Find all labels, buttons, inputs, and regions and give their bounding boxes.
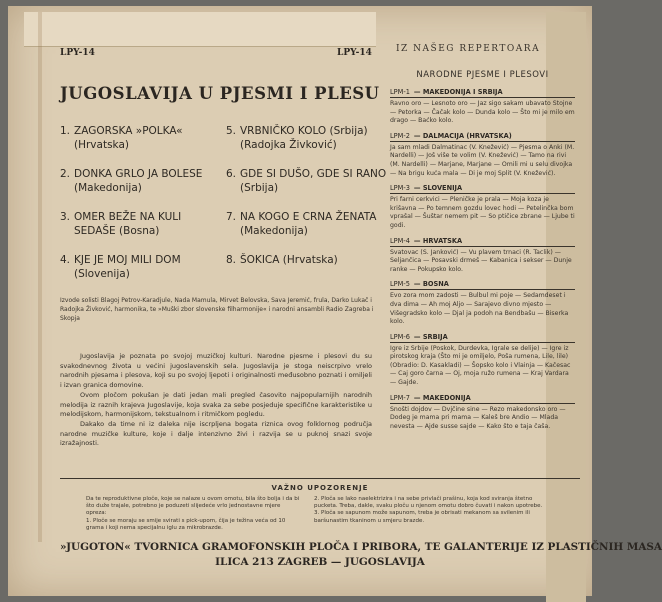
side-entry	[390, 394, 575, 432]
track-item	[60, 167, 202, 195]
side-entry	[390, 333, 575, 388]
side-region: HRVATSKA	[422, 236, 463, 245]
notice-divider	[60, 478, 580, 479]
track-item	[60, 210, 181, 238]
track-item	[60, 253, 181, 281]
notice-left	[86, 496, 300, 532]
side-code: LPM-7	[390, 393, 410, 402]
side-code: LPM-5	[390, 280, 410, 289]
sleeve-seam	[38, 12, 42, 542]
notice-right	[314, 496, 550, 525]
side-songs: Ravno oro — Lesnoto oro — Jaz sigo sakam ubavato Stojne — Petorka — Čačak kolo — Dunda kolo — Što mi je milo em drago — Baćko kolo.	[390, 100, 575, 125]
side-songs: Snošti dojdov — Dvjčine sine — Rezo makedonsko oro — Dodeg je mama pri mama — Kaleš bre Andio — Mlada nevesta — Ajde susse sajde — Kako što e taja čaša.	[390, 405, 566, 430]
side-entry	[390, 280, 575, 326]
track-number: 2.	[60, 168, 71, 180]
repertoar-list	[390, 88, 575, 431]
sleeve-fold-flap	[24, 12, 376, 47]
liner-notes	[60, 352, 372, 449]
side-songs: Ja sam mladi Dalmatinac (V. Knežević) — Pjesma o Anki (M. Nardelli) — Još više te volim (V. Knežević) — Tamo na rivi (M. Nardelli) — Marjane, Marjane — Omili mi u selu divojka — Na brigu kuća mala — Di je moj Split (V. Knežević).	[390, 143, 575, 177]
repertoar-column	[390, 70, 575, 437]
track-number: 6.	[226, 168, 237, 180]
notice-text: 2. Ploča se lako naelektrizira i na sebe privlači prašinu, koja kod sviranja štetno pucketa. Treba, dakle, svaku ploču u njenom omotu dobro čuvati i nakon upotrebe.	[314, 496, 543, 510]
track-item	[226, 253, 338, 267]
side-label: LPM-7 — MAKEDONIJA	[390, 394, 575, 404]
side-label: LPM-6 — SRBIJA	[390, 333, 575, 343]
track-title: VRBNIČKO KOLO (Srbija)	[240, 125, 368, 137]
side-label: LPM-2 — DALMACIJA (HRVATSKA)	[390, 132, 575, 142]
side-songs: Pri farni cerkvici — Pleničke je prala — Moja koza je krišavna — Po temnem gozdu lovec hodi — Petelinčka bom vprašal — Šuštar nemem pit — So ptičice zbrane — Ljube ti godi.	[390, 196, 575, 229]
track-origin: (Radojka Živković)	[240, 139, 337, 151]
notice-text: 1. Ploče se moraju se smije svirati s pick-upom, čija je težina veća od 10 grama i koji nema specijalnu iglu za mikrobrazde.	[86, 517, 286, 531]
publisher-address: ILICA 213 ZAGREB — JUGOSLAVIJA	[215, 556, 425, 568]
side-entry	[390, 132, 575, 178]
side-region: BOSNA	[422, 280, 449, 289]
track-title: ŠOKICA (Hrvatska)	[240, 254, 338, 266]
track-number: 7.	[226, 211, 237, 223]
repertoar-subheading: NARODNE PJESME I PLESOVI	[416, 70, 549, 80]
repertoar-heading: IZ NAŠEG REPERTOARA	[396, 44, 541, 54]
track-origin: (Makedonija)	[74, 182, 142, 194]
track-item	[226, 167, 386, 195]
side-label: LPM-3 — SLOVENIJA	[390, 184, 575, 194]
performer-credits: Izvode solisti Blagoj Petrov-Karadjule, Nada Mamula, Mirvet Belovska, Sava Jeremić, frula, Darko Lukač i Radojka Živković, harmonika, te »Muški zbor slovenske filharmonije« i narodni ansambli Radio Zagreba i Skopja	[60, 297, 374, 322]
side-label: LPM-5 — BOSNA	[390, 280, 575, 290]
side-region: MAKEDONIJA I SRBIJA	[422, 88, 503, 96]
track-number: 1.	[60, 125, 71, 137]
side-region: SLOVENIJA	[422, 184, 463, 193]
side-code: LPM-4	[390, 236, 410, 245]
notice-heading: VAŽNO UPOZORENJE	[271, 484, 369, 492]
track-title: KJE JE MOJ MILI DOM	[74, 254, 181, 266]
track-origin: (Hrvatska)	[74, 139, 129, 151]
side-region: SRBIJA	[422, 332, 448, 341]
album-title: JUGOSLAVIJA U PJESMI I PLESU	[60, 84, 380, 103]
side-code: LPM-3	[390, 184, 410, 193]
track-number: 5.	[226, 125, 237, 137]
track-item	[60, 124, 183, 152]
side-code: LPM-1	[390, 88, 410, 96]
track-origin: (Srbija)	[240, 182, 279, 194]
track-number: 3.	[60, 211, 71, 223]
track-title: DONKA GRLO JA BOLESE	[74, 168, 203, 180]
side-label: LPM-1 — MAKEDONIJA I SRBIJA	[390, 88, 575, 98]
side-songs: Igre iz Srbije (Poskok, Durdevka, Igrale se delije) — Igre iz pirotskog kraja (Što mi je omiljelo, Poša rumena, Lile, lile) (Obradio: D. Kasakladi) — Šopsko kolo i Vlainja — Kačesac — Caj goro čarna — Oj, moja ružo rumena — Kraj Vardara — Gajde.	[390, 344, 571, 387]
side-entry	[390, 88, 575, 126]
track-title: GDE SI DUŠO, GDE SI RANO	[240, 168, 387, 180]
side-entry	[390, 184, 575, 230]
notice-text: 3. Ploča se sapunom može sapunom, treba je obrisati mekanom sa svilenim ili baršunastim tkaninom u smjeru brazde.	[314, 510, 530, 524]
track-origin: (Slovenija)	[74, 268, 130, 280]
publisher-line: »JUGOTON« TVORNICA GRAMOFONSKIH PLOČA I PRIBORA, TE GALANTERIJE IZ PLASTIČNIH MASA	[60, 541, 662, 553]
liner-paragraph: Dakako da time ni iz daleka nije iscrpljena bogata riznica ovog folklornog područja narodne muzičke kulture, koje i dalje intenzivno živi i razvija se u puknoj snazi svoje izražajnosti.	[60, 419, 372, 448]
side-entry	[390, 237, 575, 275]
track-number: 8.	[226, 254, 237, 266]
track-origin: (Makedonija)	[240, 225, 308, 237]
liner-paragraph: Jugoslavija je poznata po svojoj muzičkoj kulturi. Narodne pjesme i plesovi du su svakodnevnog života u većini jugoslavenskih sela. Jugoslavija je stoga neiscrpivo vrelo narodnih pjesama i plesova, koji su po svojoj ljepoti i originalnosti međusobno poznati i omiljeli i izvan granica domovine.	[60, 352, 372, 390]
side-label: LPM-4 — HRVATSKA	[390, 237, 575, 247]
liner-paragraph: Ovom pločom pokušan je dati jedan mali pregled časovito najpopularnijih narodnih melodija iz raznih krajeva Jugoslavije, koja svaka za sebe posjeduje specifične karakteristike u melodijskom, harmonijskom, tekstualnom i ritmičkom pogledu.	[60, 390, 372, 419]
side-region: DALMACIJA (HRVATSKA)	[422, 131, 512, 140]
track-origin: SEDAŠE (Bosna)	[74, 225, 160, 237]
catalog-number-right: LPY-14	[337, 48, 372, 58]
track-title: ZAGORSKA »POLKA«	[74, 125, 183, 137]
side-code: LPM-6	[390, 332, 410, 341]
side-songs: Svatovac (S. Janković) — Vu plavem trnaci (R. Taclik) — Seljančica — Posavski drmeš — Kabanica i sekser — Dunje ranke — Pokupsko kolo.	[390, 248, 572, 273]
track-item	[226, 124, 368, 152]
notice-text: Da te reproduktivne ploče, koje se nalaze u ovom omotu, bila što bolja i da bi što duže trajale, potrebno je poduzeti slijedeće vrlo jednostavne mjere opreza:	[86, 496, 300, 517]
track-number: 4.	[60, 254, 71, 266]
side-region: MAKEDONIJA	[422, 393, 471, 402]
side-code: LPM-2	[390, 131, 410, 140]
track-item	[226, 210, 377, 238]
track-title: NA KOGO E CRNA ŽENATA	[240, 211, 377, 223]
catalog-number-left: LPY-14	[60, 48, 95, 58]
side-songs: Evo zora mom zadosti — Bulbul mi poje — Sedamdeset i dva dima — Ah moj Aljo — Sarajevo divno mjesto — Višegradsko kolo — Djal ja podoh na Bendbašu — Biserka kolo.	[390, 292, 569, 326]
track-title: OMER BEŽE NA KULI	[74, 211, 182, 223]
